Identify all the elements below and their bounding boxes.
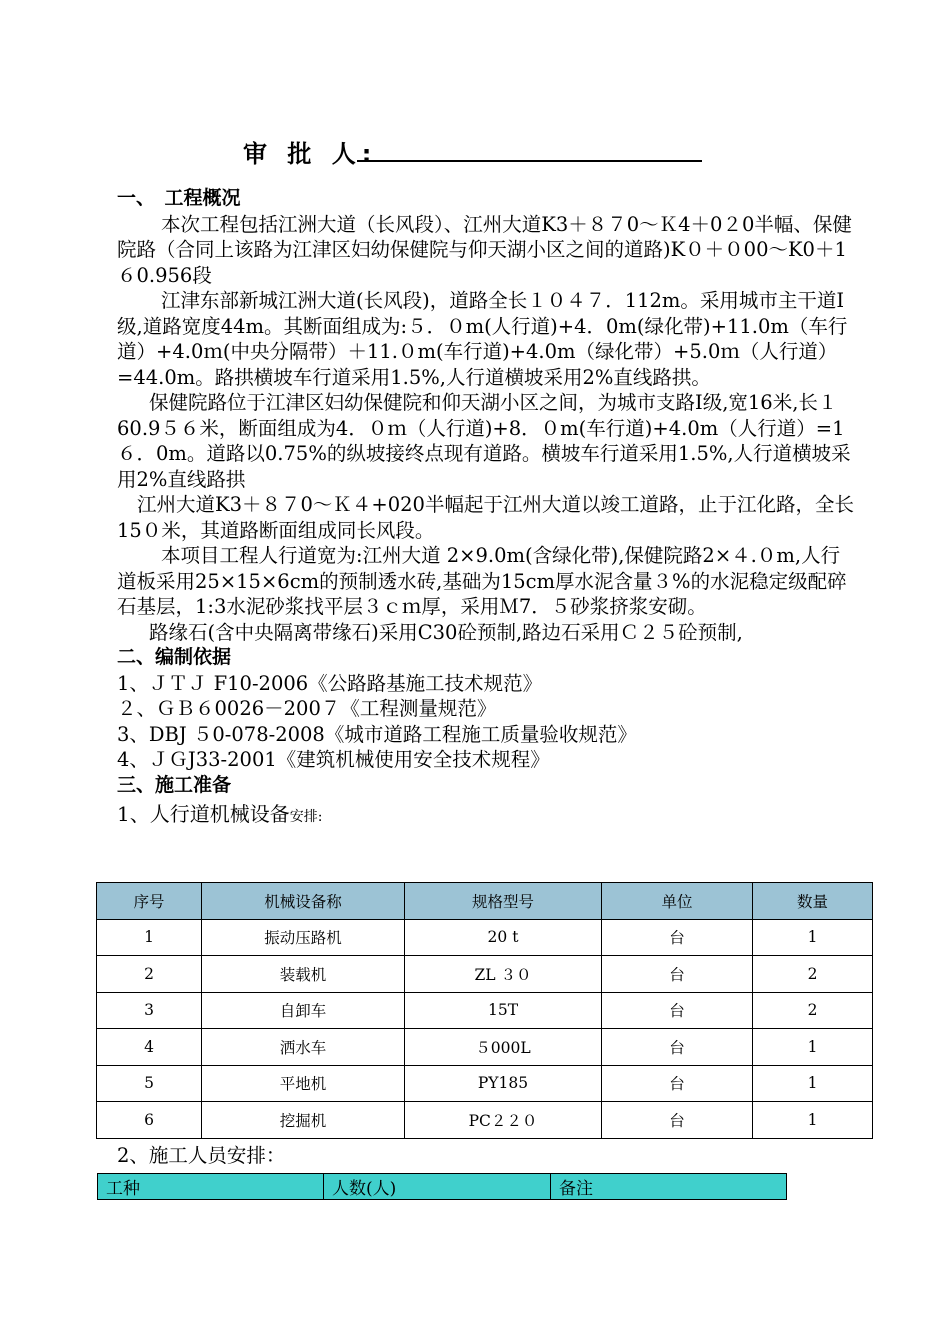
staff-col-trade: 工种 — [98, 1174, 324, 1200]
cell-model: PC２２０ — [405, 1102, 602, 1139]
basis-item: 3、DBJ ５0-078-2008《城市道路工程施工质量验收规范》 — [117, 722, 637, 746]
section-1-heading: 一、 工程概况 — [117, 187, 241, 209]
cell-machine: 平地机 — [202, 1065, 405, 1102]
table-row — [97, 1065, 873, 1102]
cell-machine: 自卸车 — [202, 992, 405, 1029]
equipment-subheading: 1、人行道机械设备安排: — [117, 802, 323, 826]
cell-index: 4 — [97, 1029, 202, 1066]
staff-col-count: 人数(人) — [324, 1174, 551, 1200]
paragraph-baojianyuan-road: 保健院路位于江津区妇幼保健院和仰天湖小区之间，为城市支路Ⅰ级,宽16米,长１60.9５６米，断面组成为4．０ｍ（人行道)+8．０m(车行道)+4.0m（人行道）=1６．0m。道路以0.75%的纵坡接终点现有道路。横坡车行道采用1.5%,人行道横坡采用2%直线路拱 — [117, 391, 851, 491]
cell-model: PY185 — [405, 1065, 602, 1102]
cell-machine: 挖掘机 — [202, 1102, 405, 1139]
cell-machine: 洒水车 — [202, 1029, 405, 1066]
staff-header-row — [98, 1174, 787, 1200]
cell-index: 3 — [97, 992, 202, 1029]
staff-col-remark: 备注 — [551, 1174, 787, 1200]
section-3-heading: 三、施工准备 — [117, 773, 232, 796]
cell-index: 1 — [97, 919, 202, 956]
cell-model: 20 t — [405, 919, 602, 956]
cell-index: 6 — [97, 1102, 202, 1139]
cell-unit: 台 — [602, 1102, 753, 1139]
col-header-machine: 机械设备称 — [202, 883, 405, 920]
paragraph-curbstone: 路缘石(含中央隔离带缘石)采用C30砼预制,路边石采用Ｃ２５砼预制, — [149, 620, 743, 644]
cell-quantity: 2 — [753, 992, 873, 1029]
staff-subheading: 2、施工人员安排： — [117, 1144, 286, 1167]
col-header-model: 规格型号 — [405, 883, 602, 920]
paragraph-sidewalk: 本项目工程人行道宽为:江州大道 2×9.0m(含绿化带),保健院路2×４.０m,人行道板采用25×15×6cm的预制透水砖,基础为15cm厚水泥含量３%的水泥稳定级配碎石基层，1:3水泥砂浆找平层３ｃｍ厚，采用Ｍ7．５砂浆挤浆安砌。 — [117, 544, 847, 618]
document-body — [117, 186, 857, 831]
cell-index: 2 — [97, 956, 202, 993]
cell-quantity: 1 — [753, 1029, 873, 1066]
paragraph-scope: 本次工程包括江洲大道（长风段）、江州大道K3＋８７0～Ｋ4＋0２0半幅、保健院路（合同上该路为江津区妇幼保健院与仰天湖小区之间的道路)K０＋０00～K0＋1６0.956段 — [117, 212, 852, 287]
basis-item: 4、ＪＧJ33-2001《建筑机械使用安全技术规程》 — [117, 748, 550, 771]
col-header-unit: 单位 — [602, 883, 753, 920]
cell-unit: 台 — [602, 1065, 753, 1102]
staff-table — [97, 1173, 787, 1200]
cell-machine: 振动压路机 — [202, 919, 405, 956]
section-2-heading: 二、编制依据 — [117, 646, 232, 668]
table-row — [97, 1029, 873, 1066]
cell-quantity: 1 — [753, 919, 873, 956]
table-row — [97, 1102, 873, 1139]
cell-model: ZL ３０ — [405, 956, 602, 993]
table-row — [97, 992, 873, 1029]
equipment-table — [96, 882, 873, 1139]
col-header-index: 序号 — [97, 883, 202, 920]
cell-quantity: 1 — [753, 1102, 873, 1139]
cell-quantity: 2 — [753, 956, 873, 993]
cell-quantity: 1 — [753, 1065, 873, 1102]
basis-item: 1、ＪＴＪ F10-2006《公路路基施工技术规范》 — [117, 671, 543, 695]
cell-model: 15T — [405, 992, 602, 1029]
cell-index: 5 — [97, 1065, 202, 1102]
equipment-header-row — [97, 883, 873, 920]
basis-item: ２、ＧＢ６0026－200７《工程测量规范》 — [117, 697, 497, 720]
approver-label: 审 批 人: — [243, 140, 378, 168]
col-header-quantity: 数量 — [753, 883, 873, 920]
cell-unit: 台 — [602, 992, 753, 1029]
cell-unit: 台 — [602, 1029, 753, 1066]
table-row — [97, 919, 873, 956]
approver-signature-line — [357, 160, 702, 162]
cell-model: ５000L — [405, 1029, 602, 1066]
table-row — [97, 956, 873, 993]
cell-unit: 台 — [602, 956, 753, 993]
cell-machine: 装载机 — [202, 956, 405, 993]
cell-unit: 台 — [602, 919, 753, 956]
paragraph-half-width: 江州大道K3＋８７0～Ｋ４+020半幅起于江州大道以竣工道路，止于江化路，全长15０米，其道路断面组成同长风段。 — [117, 493, 854, 542]
paragraph-jiangzhou-road: 江津东部新城江洲大道(长风段)，道路全长１０４７．112m。采用城市主干道Ⅰ级,道路宽度44m。其断面组成为:５．０m(人行道)+4．0m(绿化带)+11.0m（车行道）+4.0ｍ(中央分隔带）＋11.０m(车行道)+4.0m（绿化带）+5.0ｍ（人行道）=44.0m。路拱横坡车行道采用1.5%,人行道横坡采用2%直线路拱。 — [117, 289, 848, 389]
